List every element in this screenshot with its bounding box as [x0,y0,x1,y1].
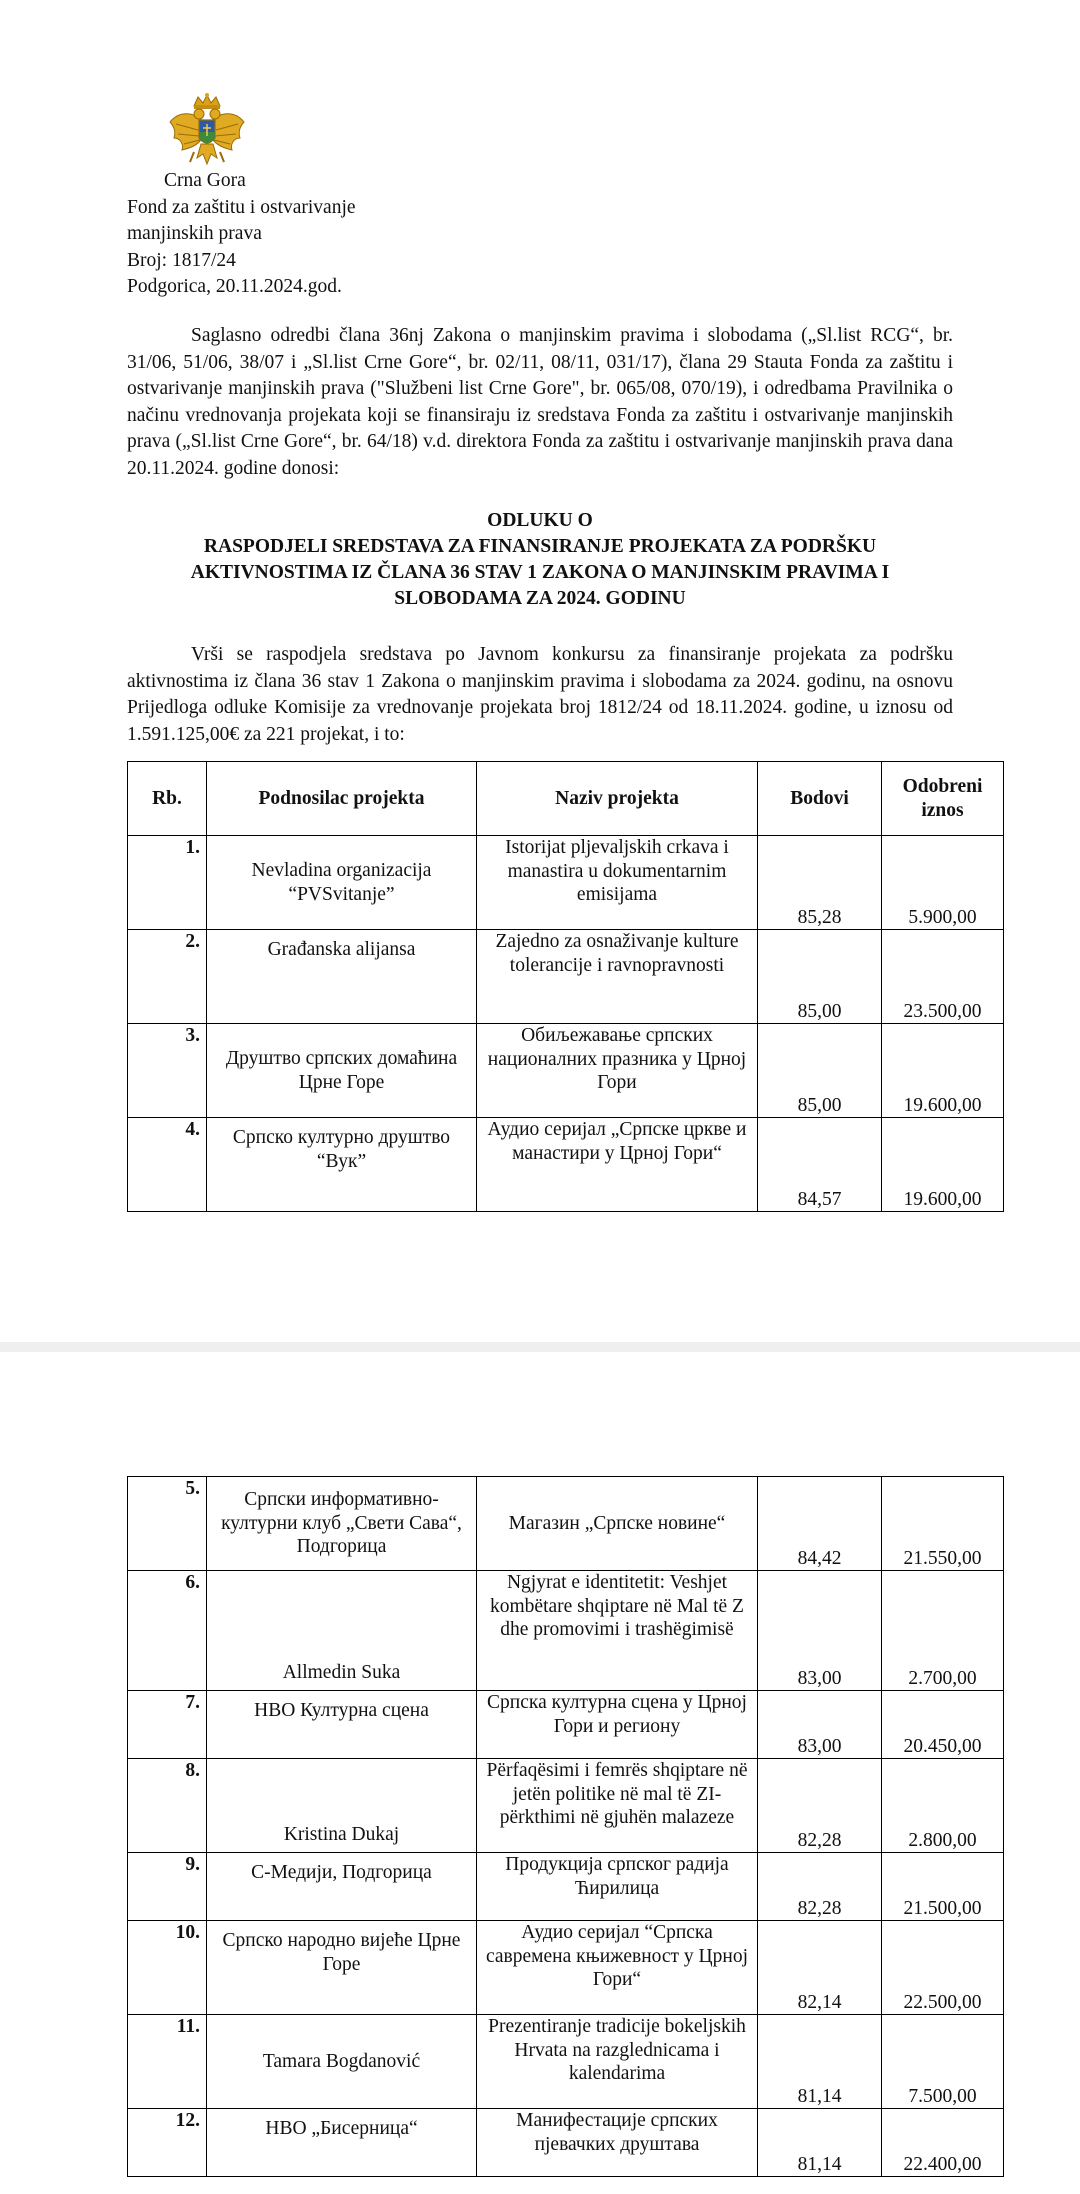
decision-paragraph: Vrši se raspodjela sredstava po Javnom konkursu za finansiranje projekata za podršku aktivnostima iz člana 36 stav 1 Zakona o manjinskim pravima i slobodama za 2024. godinu, na osnovu Prijedloga odluke Komisije za vrednovanje projekata broj 1812/24 od 18.11.2024. godine, u iznosu od 1.591.125,00€ za 221 projekat, i to: [127,644,953,745]
header-fund-name-cont: manjinskih prava [127,223,262,244]
row-project: Аудио серијал “Српска савремена књижевност у Црној Гори“ [477,1921,758,2015]
row-project: Магазин „Српске новине“ [477,1477,758,1571]
header-fund-name: Fond za zaštitu i ostvarivanje [127,196,356,218]
table-row [128,2109,1004,2177]
row-number: 11. [128,2015,207,2109]
document-page-2 [0,1352,1080,2194]
row-applicant: НВО Културна сцена [207,1691,477,1759]
row-project: Ngjyrat e identitetit: Veshjet kombëtare shqiptare në Mal të Z dhe promovimi i trashëgimisë [477,1571,758,1691]
row-points: 83,00 [758,1571,882,1691]
row-applicant: Kristina Dukaj [207,1759,477,1853]
page-separator [0,1342,1080,1352]
row-number: 2. [128,930,207,1024]
allocation-table-part-2 [127,1476,1004,2177]
table-row [128,1571,1004,1691]
title-line-2: RASPODJELI SREDSTAVA ZA FINANSIRANJE PROJEKATA ZA PODRŠKU [203,536,877,557]
row-number: 9. [128,1853,207,1921]
row-amount: 20.450,00 [882,1691,1004,1759]
table-row [128,836,1004,930]
row-amount: 19.600,00 [882,1118,1004,1212]
row-project: Prezentiranje tradicije bokeljskih Hrvata na razglednicama i kalendarima [477,2015,758,2109]
row-amount: 19.600,00 [882,1024,1004,1118]
header-rb: Rb. [128,762,207,836]
row-project: Обиљежавање српских националних празника у Црној Гори [477,1024,758,1118]
row-project: Аудио серијал „Српске цркве и манастири у Црној Гори“ [477,1118,758,1212]
row-amount: 23.500,00 [882,930,1004,1024]
row-number: 5. [128,1477,207,1571]
row-points: 81,14 [758,2109,882,2177]
row-amount: 21.550,00 [882,1477,1004,1571]
row-number: 10. [128,1921,207,2015]
row-applicant: Građanska alijansa [207,930,477,1024]
row-applicant: Allmedin Suka [207,1571,477,1691]
row-amount: 2.700,00 [882,1571,1004,1691]
row-points: 82,14 [758,1921,882,2015]
header-place-date: Podgorica, 20.11.2024.god. [127,276,342,297]
row-points: 84,57 [758,1118,882,1212]
table-header-row [128,762,1004,836]
row-applicant: Српско културно друштво “Вук” [207,1118,477,1212]
table-row [128,1477,1004,1571]
row-amount: 22.500,00 [882,1921,1004,2015]
table-row [128,930,1004,1024]
row-project: Istorijat pljevaljskih crkava i manastira u dokumentarnim emisijama [477,836,758,930]
table-row [128,1691,1004,1759]
row-amount: 22.400,00 [882,2109,1004,2177]
row-number: 6. [128,1571,207,1691]
row-applicant: Tamara Bogdanović [207,2015,477,2109]
row-amount: 7.500,00 [882,2015,1004,2109]
row-project: Zajedno za osnaživanje kulture tolerancije i ravnopravnosti [477,930,758,1024]
header-amount-line2: iznos [921,799,964,821]
header-amount-line1: Odobreni [902,776,983,797]
row-points: 85,00 [758,930,882,1024]
row-applicant: НВО „Бисерница“ [207,2109,477,2177]
row-amount: 2.800,00 [882,1759,1004,1853]
row-applicant: Друштво српских домаћина Црне Горе [207,1024,477,1118]
row-points: 85,00 [758,1024,882,1118]
header-project: Naziv projekta [477,762,758,836]
row-points: 85,28 [758,836,882,930]
row-number: 1. [128,836,207,930]
table-row [128,2015,1004,2109]
header-points: Bodovi [758,762,882,836]
issuer-header [127,168,356,301]
row-points: 82,28 [758,1759,882,1853]
table-row [128,1853,1004,1921]
allocation-table-part-1 [127,761,1004,1212]
row-project: Përfaqësimi i femrës shqiptare në jetën politike në mal të ZI-përkthimi në gjuhën malazeze [477,1759,758,1853]
row-number: 3. [128,1024,207,1118]
row-amount: 21.500,00 [882,1853,1004,1921]
table-row [128,1921,1004,2015]
row-number: 12. [128,2109,207,2177]
row-project: Српска културна сцена у Црној Гори и региону [477,1691,758,1759]
row-number: 4. [128,1118,207,1212]
row-points: 83,00 [758,1691,882,1759]
row-number: 8. [128,1759,207,1853]
row-applicant: Српско народно вијеће Црне Горе [207,1921,477,2015]
title-line-1: ODLUKU O [487,510,593,531]
row-applicant: Српски информативно-културни клуб „Свети Сава“, Подгорица [207,1477,477,1571]
table-row [128,1759,1004,1853]
row-number: 7. [128,1691,207,1759]
title-line-4: SLOBODAMA ZA 2024. GODINU [394,588,686,609]
row-points: 84,42 [758,1477,882,1571]
row-amount: 5.900,00 [882,836,1004,930]
decision-title [127,508,953,612]
table-row [128,1118,1004,1212]
table-row [128,1024,1004,1118]
row-applicant: С-Медији, Подгорица [207,1853,477,1921]
coat-of-arms-logo [168,92,246,172]
header-applicant: Podnosilac projekta [207,762,477,836]
title-line-3: AKTIVNOSTIMA IZ ČLANA 36 STAV 1 ZAKONA O MANJINSKIM PRAVIMA I [190,562,890,583]
row-project: Продукција српског радија Ћирилица [477,1853,758,1921]
row-applicant: Nevladina organizacija “PVSvitanje” [207,836,477,930]
header-country: Crna Gora [164,170,246,191]
header-number: Broj: 1817/24 [127,249,236,271]
row-points: 82,28 [758,1853,882,1921]
intro-paragraph: Saglasno odredbi člana 36nj Zakona o manjinskim pravima i slobodama („Sl.list RCG“, br. 31/06, 51/06, 38/07 i „Sl.list Crne Gore“, br. 02/11, 08/11, 031/17), člana 29 Stauta Fonda za zaštitu i ostvarivanje manjinskih prava ("Službeni list Crne Gore", br. 065/08, 070/19), i odredbama Pravilnika o načinu vrednovanja projekata koji se finansiraju iz sredstava Fonda za zaštitu i ostvarivanje manjinskih prava („Sl.list Crne Gore“, br. 64/18) v.d. direktora Fonda za zaštitu i ostvarivanje manjinskih prava dana 20.11.2024. godine donosi: [127,325,953,479]
header-amount [882,762,1004,836]
row-project: Манифестације српских пјевачких друштава [477,2109,758,2177]
row-points: 81,14 [758,2015,882,2109]
